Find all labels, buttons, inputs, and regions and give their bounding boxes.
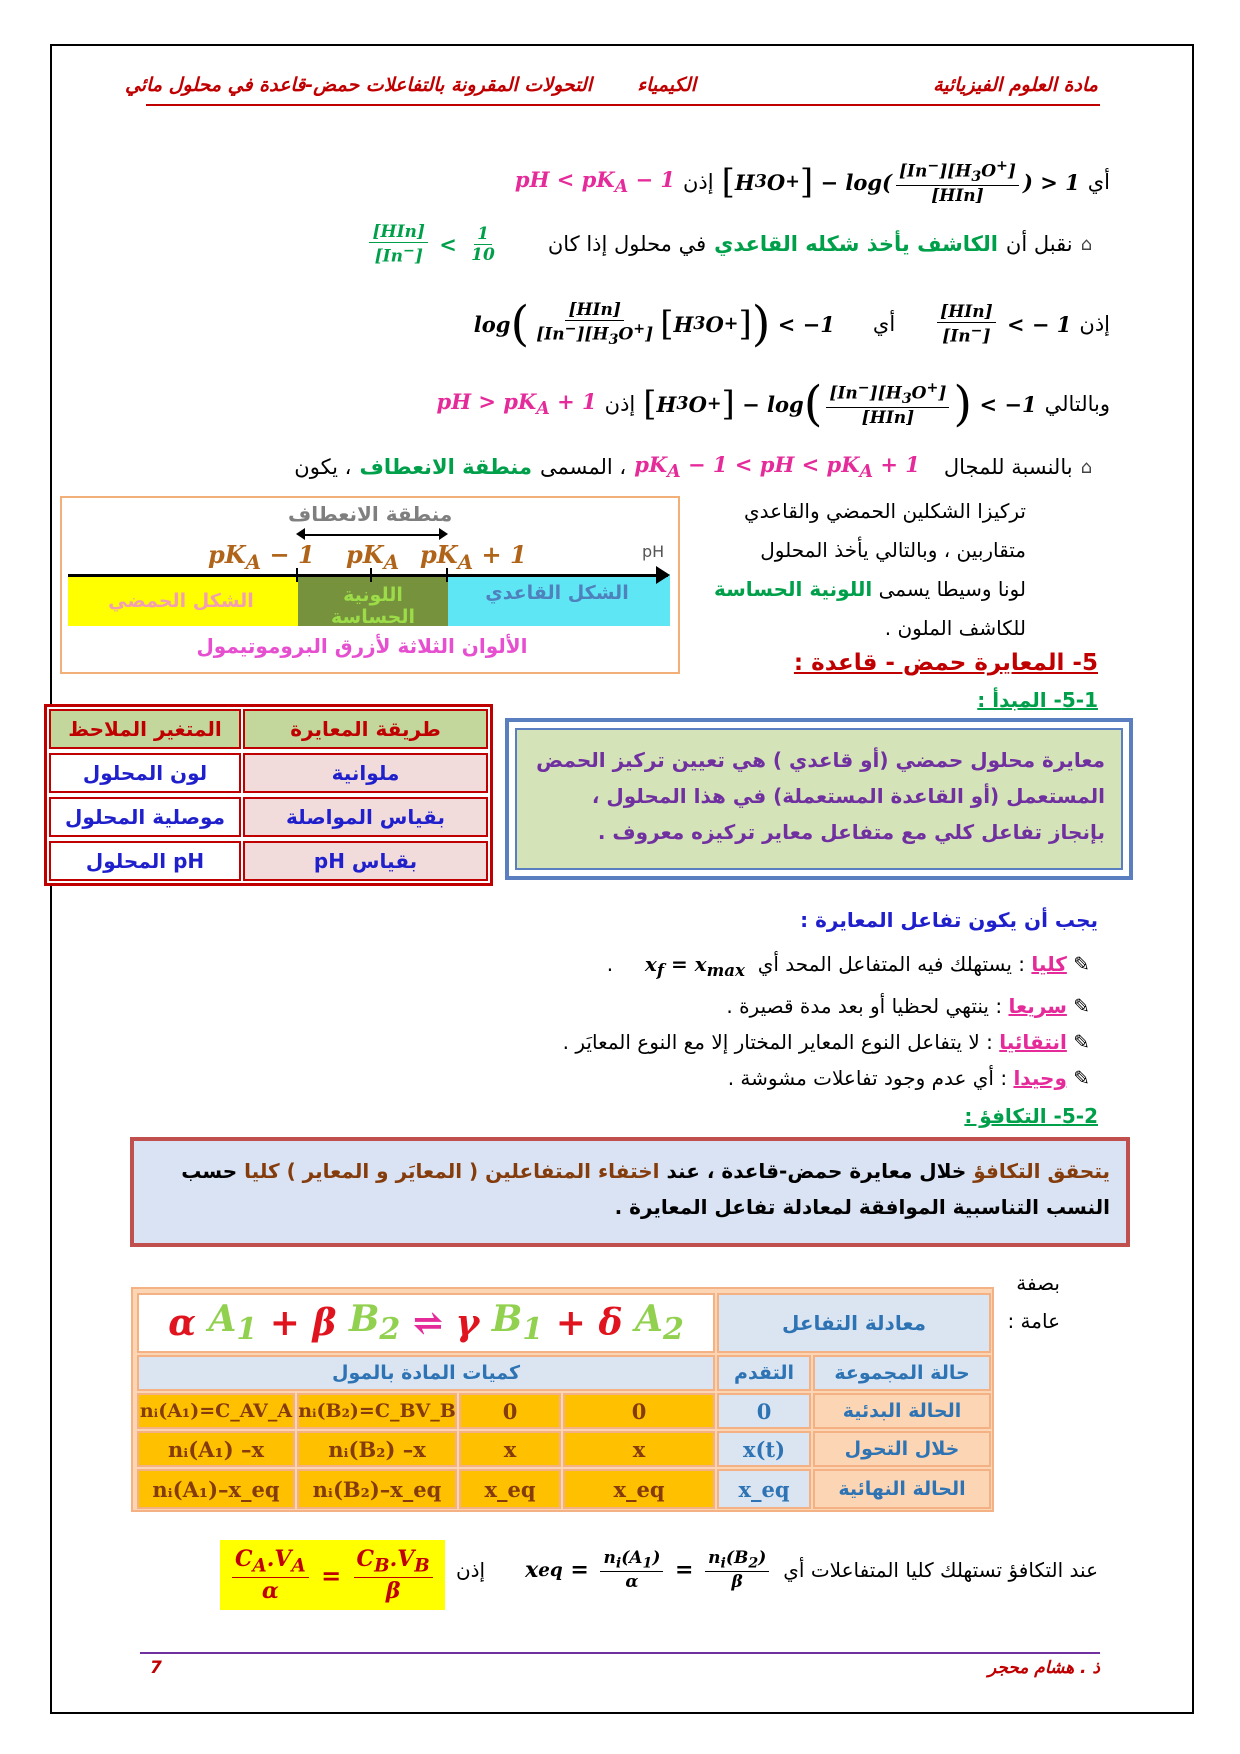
reaction-equation: α $A_1$ + β $B_2$ ⇌ γ $B_1$ + δ $A_2$	[137, 1293, 715, 1353]
state-initial: الحالة البدئية	[813, 1393, 991, 1429]
amount-cell: nᵢ(A₁)=C_AV_A	[137, 1393, 295, 1429]
section-5-1-title: 5-1- المبدأ :	[977, 688, 1098, 712]
transition-interval: $pK_A - 1$ < pH < $pK_A + 1$	[634, 452, 920, 483]
progress-table	[131, 1287, 994, 1512]
equivalence-relation: $\frac{C_A.V_A}{\alpha}$ = $\frac{C_B.V_B}{\beta}$	[220, 1540, 445, 1610]
methods-header-method: طريقة المعايرة	[243, 709, 488, 749]
amount-cell: x	[563, 1431, 715, 1467]
amount-cell: x_eq	[459, 1469, 561, 1509]
methods-cell: لون المحلول	[49, 753, 241, 793]
axis-arrow-icon	[656, 566, 670, 584]
page-number: 7	[150, 1658, 162, 1678]
zone-arrow-left-icon	[296, 528, 305, 540]
methods-header-variable: المتغير الملاحظ	[49, 709, 241, 749]
bullet-icon: ⌂	[1080, 233, 1092, 255]
tick-label-right: $pK_A + 1$	[420, 540, 527, 574]
equivalence-box	[130, 1137, 1130, 1247]
methods-table	[44, 704, 493, 886]
requirement-item: ✎ انتقائيا : لا يتفاعل النوع المعاير المختار إلا مع النوع المعايَر .	[562, 1030, 1090, 1054]
inequality-1: [ H 3 O + ] − log( $\frac{[In^-][H_3O^+]}{\text{[HIn]}}$ ) > 1	[721, 158, 1080, 207]
sensitive-label: اللونية الحساسة	[330, 584, 415, 628]
amount-cell: 0	[563, 1393, 715, 1429]
indicator-diagram	[60, 496, 680, 674]
requirements-title: يجب أن يكون تفاعل المعايرة :	[800, 908, 1098, 932]
principle-box	[505, 718, 1133, 880]
requirement-item: ✎ سريعا : ينتهي لحظيا أو بعد مدة قصيرة .	[726, 994, 1090, 1018]
tick-label-left: $pK_A - 1$	[208, 540, 315, 574]
intro-line-2: ⌂ نقبل أن الكاشف يأخذ شكله القاعدي في محلول إذا كان $\frac{\text{[HIn]}}{[In^-]}$ < $\frac{1}{10}$	[365, 222, 1092, 267]
amount-cell: nᵢ(A₁)–x_eq	[137, 1469, 295, 1509]
requirements-list	[563, 946, 1090, 1096]
advance-cell: 0	[717, 1393, 811, 1429]
zone-arrow	[302, 534, 442, 536]
header-subject: مادة العلوم الفيزيائية	[933, 74, 1098, 96]
advance-cell: x(t)	[717, 1431, 811, 1467]
state-during: خلال التحول	[813, 1431, 991, 1467]
pencil-icon: ✎	[1073, 1066, 1090, 1090]
methods-cell: موصلية المحلول	[49, 797, 241, 837]
equivalence-text: يتحقق التكافؤ خلال معايرة حمض-قاعدة ، عند اختفاء المتفاعلين ( المعايَر و المعاير ) كليا حسب النسب التناسبية الموافقة لمعادلة تفاعل المعايرة .	[181, 1159, 1110, 1219]
amount-cell: x_eq	[563, 1469, 715, 1509]
intro-line-1	[515, 158, 1110, 206]
amount-cell: 0	[459, 1393, 561, 1429]
footer-rule	[140, 1652, 1100, 1654]
result-1: pH < $pK_A - 1$	[514, 166, 675, 198]
ph-axis	[68, 574, 668, 577]
highlight-basic-form: الكاشف يأخذ شكله القاعدي	[714, 232, 998, 257]
methods-cell: بقياس المواصلة	[243, 797, 488, 837]
state-header: حالة المجموعة	[813, 1355, 991, 1391]
amount-cell: nᵢ(B₂) –x	[297, 1431, 457, 1467]
intro-line-5: ⌂ بالنسبة للمجال $pK_A - 1$ < pH < $pK_A + 1$ ، المسمى منطقة الانعطاف ، يكون	[294, 452, 1092, 483]
axis-label: pH	[642, 542, 665, 561]
pencil-icon: ✎	[1073, 1030, 1090, 1054]
general-label: بصفة عامة :	[1007, 1271, 1060, 1333]
bullet-icon: ⌂	[1080, 456, 1092, 478]
amount-cell: nᵢ(B₂)–x_eq	[297, 1469, 457, 1509]
xf-equals-xmax: $x_f = x_{max}$	[644, 952, 745, 980]
header-chapter: الكيمياء	[637, 74, 696, 96]
inequality-3b: log ( $\frac{\text{[HIn]}}{[In^-][H_3O^+]}$ [ H 3 O + ] ) < −1	[473, 296, 835, 352]
text-idhan: إذن	[683, 170, 714, 195]
condition-basic: $\frac{\text{[HIn]}}{[In^-]}$ < $\frac{1}{10}$	[365, 222, 501, 267]
footer-author: ذ . هشام محجر	[987, 1658, 1100, 1678]
conclusion-line: عند التكافؤ تستهلك كليا المتفاعلات أي x eq = $\frac{n_i(A_1)}{\alpha}$ = $\frac{n_i(B_2)}{\beta}$ إذن	[455, 1548, 1098, 1593]
diagram-caption: الألوان الثلاثة لأزرق البروموتيمول	[196, 634, 528, 658]
highlight-transition-zone: منطقة الانعطاف	[359, 455, 532, 480]
acid-form-label: الشكل الحمضي	[108, 590, 254, 612]
amount-cell: x	[459, 1431, 561, 1467]
pencil-icon: ✎	[1073, 952, 1090, 976]
base-form-label: الشكل القاعدي	[485, 582, 629, 604]
zone-arrow-right-icon	[439, 528, 448, 540]
result-4: pH > $pK_A + 1$	[436, 388, 597, 420]
advance-header: التقدم	[717, 1355, 811, 1391]
requirement-item: ✎ كليا : يستهلك فيه المتفاعل المحد أي $x_f = x_{max}$ .	[606, 952, 1090, 980]
zone-label: منطقة الانعطاف	[288, 502, 453, 526]
state-final: الحالة النهائية	[813, 1469, 991, 1509]
amount-cell: nᵢ(A₁) –x	[137, 1431, 295, 1467]
methods-cell: ملوانية	[243, 753, 488, 793]
section-5-2-title: 5-2- التكافؤ :	[964, 1104, 1098, 1128]
intro-paragraph: تركيزا الشكلين الحمضي والقاعدي متقاربين ، وبالتالي يأخذ المحلول لونا وسيطا يسمى اللونية الحساسة للكاشف الملون .	[713, 499, 1026, 640]
methods-cell: بقياس pH	[243, 841, 488, 881]
advance-cell: x_eq	[717, 1469, 811, 1509]
requirement-item: ✎ وحيدا : أي عدم وجود تفاعلات مشوشة .	[727, 1066, 1090, 1090]
reaction-label: معادلة التفاعل	[717, 1293, 991, 1353]
amounts-header: كميات المادة بالمول	[137, 1355, 715, 1391]
amount-cell: nᵢ(B₂)=C_BV_B	[297, 1393, 457, 1429]
section-5-title: 5- المعايرة حمض - قاعدة :	[793, 650, 1098, 676]
highlight-sensitive-tint: اللونية الحساسة	[713, 577, 873, 601]
principle-text: معايرة محلول حمضي (أو قاعدي ) هي تعيين تركيز الحمض المستعمل (أو القاعدة المستعملة) في هذا المحلول ، بإنجاز تفاعل كلي مع متفاعل معاير تركيزه معروف .	[536, 748, 1105, 844]
methods-cell: pH المحلول	[49, 841, 241, 881]
inequality-4: [ H 3 O + ] − log ( $\frac{[In^-][H_3O^+]}{\text{[HIn]}}$ ) < −1	[643, 376, 1037, 432]
tick-label-mid: $pK_A$	[346, 540, 400, 574]
xeq-formula: x eq = $\frac{n_i(A_1)}{\alpha}$ = $\frac{n_i(B_2)}{\beta}$	[525, 1548, 773, 1592]
header-topic: التحولات المقرونة بالتفاعلات حمض-قاعدة في محلول مائي	[124, 74, 592, 96]
intro-line-3: إذن $\frac{\text{[HIn]}}{[In^-]}$ < − 1 أي log ( $\frac{\text{[HIn]}}{[In^-][H_3O^+]}$ [ H 3 O + ] ) < −1	[473, 296, 1110, 352]
intro-line-4: وبالتالي [ H 3 O + ] − log ( $\frac{[In^-][H_3O^+]}{\text{[HIn]}}$ ) < −1 إذن pH > $pK_A + 1$	[436, 376, 1110, 432]
inequality-3a: $\frac{\text{[HIn]}}{[In^-]}$ < − 1	[933, 302, 1071, 347]
pencil-icon: ✎	[1073, 994, 1090, 1018]
text-ay: أي	[1087, 170, 1110, 195]
header-rule	[146, 104, 1100, 106]
